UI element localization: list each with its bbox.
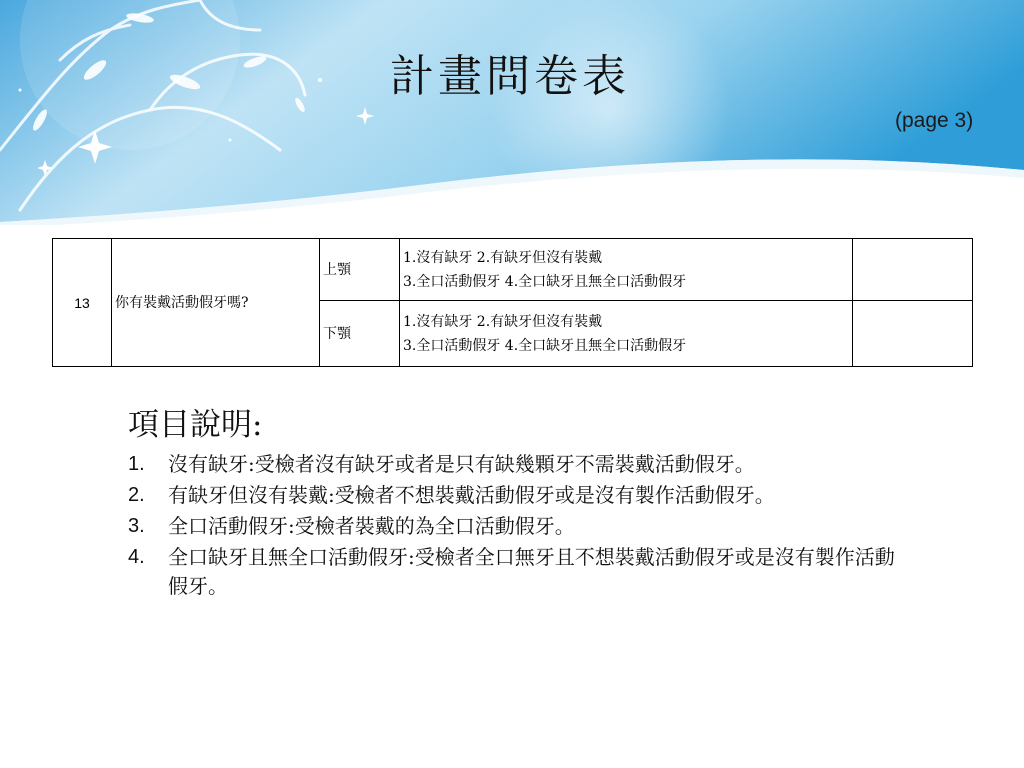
- list-text: 有缺牙但沒有裝戴:受檢者不想裝戴活動假牙或是沒有製作活動假牙。: [168, 483, 775, 507]
- question-table: [52, 238, 973, 367]
- jaw-label-upper: 上顎: [320, 239, 400, 301]
- list-number: 2.: [128, 484, 145, 506]
- jaw-label-lower: 下顎: [320, 301, 400, 367]
- notes-section: [128, 404, 918, 603]
- notes-list: [128, 450, 918, 601]
- list-item: [128, 450, 903, 479]
- list-text: 全口活動假牙:受檢者裝戴的為全口活動假牙。: [168, 514, 575, 538]
- option-line: 3.全口活動假牙 4.全口缺牙且無全口活動假牙: [403, 273, 687, 290]
- list-number: 1.: [128, 453, 145, 475]
- list-number: 4.: [128, 546, 145, 568]
- slide-title: 計畫問卷表: [390, 51, 630, 102]
- list-number: 3.: [128, 515, 145, 537]
- list-text: 全口缺牙且無全口活動假牙:受檢者全口無牙且不想裝戴活動假牙或是沒有製作活動假牙。: [168, 545, 895, 598]
- list-item: [128, 512, 903, 541]
- page-indicator: (page 3): [895, 109, 974, 132]
- answer-options-lower: [400, 301, 853, 367]
- option-line: 3.全口活動假牙 4.全口缺牙且無全口活動假牙: [403, 337, 687, 354]
- answer-options-upper: [400, 239, 853, 301]
- notes-heading: 項目說明:: [128, 407, 263, 443]
- header-banner: [0, 0, 1024, 225]
- list-item: [128, 543, 903, 601]
- answer-cell-lower[interactable]: [853, 301, 973, 367]
- list-text: 沒有缺牙:受檢者沒有缺牙或者是只有缺幾顆牙不需裝戴活動假牙。: [168, 452, 755, 476]
- answer-cell-upper[interactable]: [853, 239, 973, 301]
- question-number: 13: [53, 239, 112, 367]
- option-line: 1.沒有缺牙 2.有缺牙但沒有裝戴: [403, 313, 603, 330]
- list-item: [128, 481, 903, 510]
- table-row: [53, 239, 973, 301]
- option-line: 1.沒有缺牙 2.有缺牙但沒有裝戴: [403, 249, 603, 266]
- banner-graphic: [0, 0, 1024, 225]
- question-text: 你有裝戴活動假牙嗎?: [112, 239, 320, 367]
